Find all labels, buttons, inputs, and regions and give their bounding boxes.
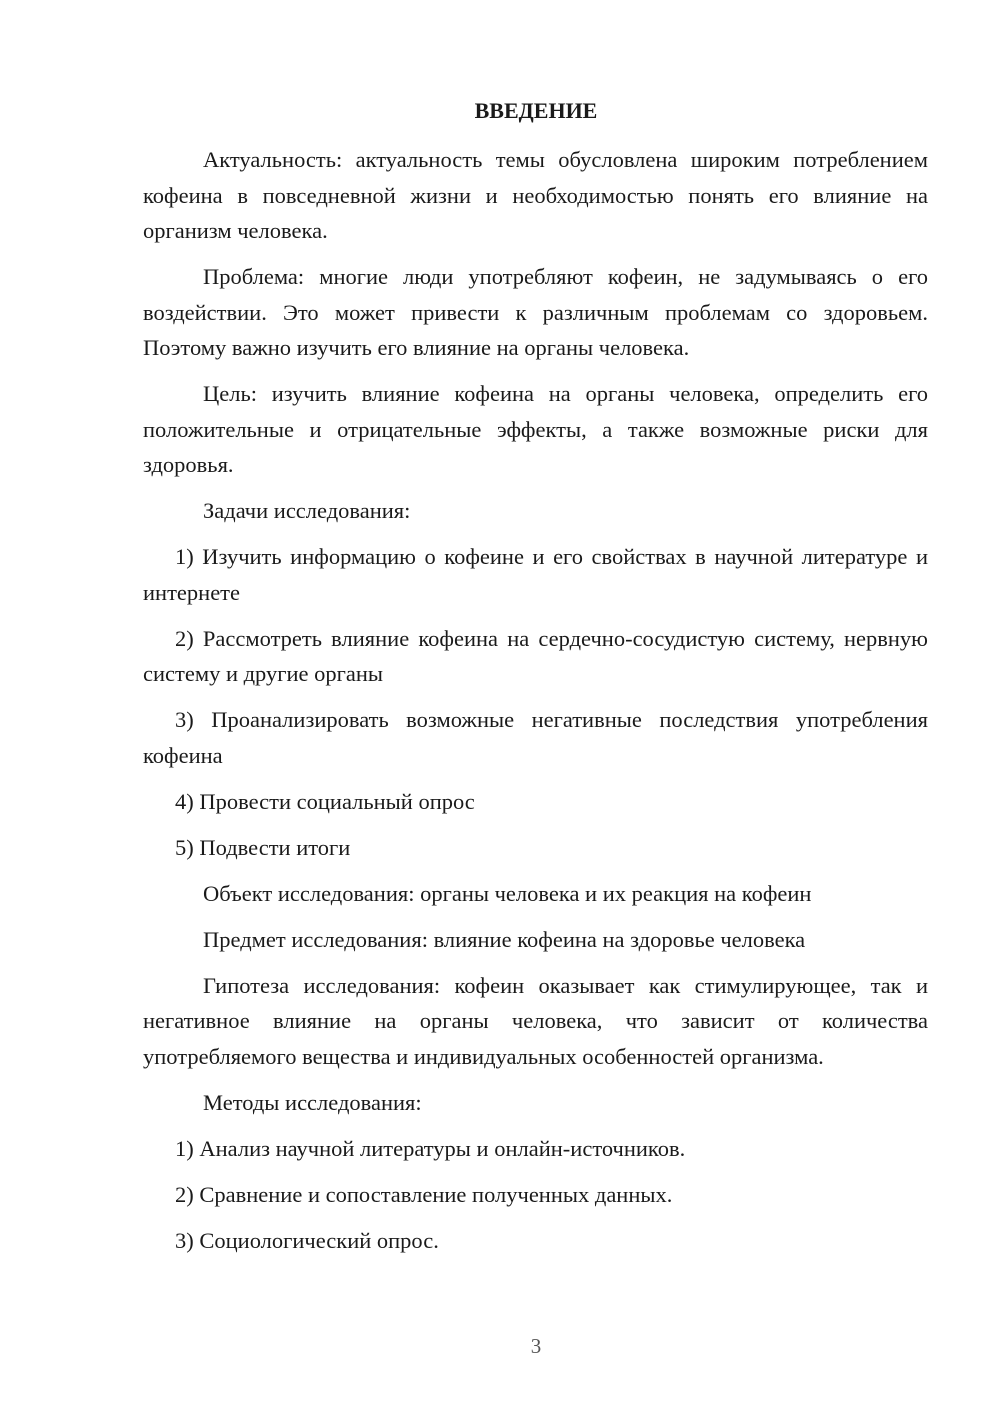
tasks-heading: Задачи исследования: [203, 498, 411, 523]
task-item-4: 4) Провести социальный опрос [175, 788, 475, 814]
document-body [143, 142, 928, 1269]
subject-paragraph: Предмет исследования: влияние кофеина на здоровье человека [203, 926, 806, 952]
page-number: 3 [530, 1334, 542, 1358]
page-title: ВВЕДЕНИЕ [474, 98, 598, 123]
method-item-2: 2) Сравнение и сопоставление полученных данных. [175, 1181, 673, 1207]
goal-paragraph: Цель: изучить влияние кофеина на органы человека, определить его положительные и отрицательные эффекты, а также возможные риски для здоровья. [143, 381, 928, 477]
task-item-1: 1) Изучить информацию о кофеине и его свойствах в научной литературе и интернете [143, 544, 928, 605]
method-item-3: 3) Социологический опрос. [175, 1227, 439, 1253]
task-item-5: 5) Подвести итоги [175, 834, 351, 860]
object-paragraph: Объект исследования: органы человека и их реакция на кофеин [203, 880, 812, 906]
hypothesis-paragraph: Гипотеза исследования: кофеин оказывает как стимулирующее, так и негативное влияние на органы человека, что зависит от количества употребляемого вещества и индивидуальных особенностей организма. [143, 972, 928, 1069]
method-item-1: 1) Анализ научной литературы и онлайн-источников. [175, 1135, 686, 1161]
task-item-2: 2) Рассмотреть влияние кофеина на сердечно-сосудистую систему, нервную систему и другие органы [143, 625, 928, 686]
methods-heading: Методы исследования: [203, 1089, 422, 1115]
problem-paragraph: Проблема: многие люди употребляют кофеин, не задумываясь о его воздействии. Это может привести к различным проблемам со здоровьем. Поэтому важно изучить его влияние на органы человека. [143, 264, 928, 360]
task-item-3: 3) Проанализировать возможные негативные последствия употребления кофеина [143, 707, 928, 768]
relevance-paragraph: Актуальность: актуальность темы обусловлена широким потреблением кофеина в повседневной жизни и необходимостью понять его влияние на организм человека. [143, 147, 928, 243]
